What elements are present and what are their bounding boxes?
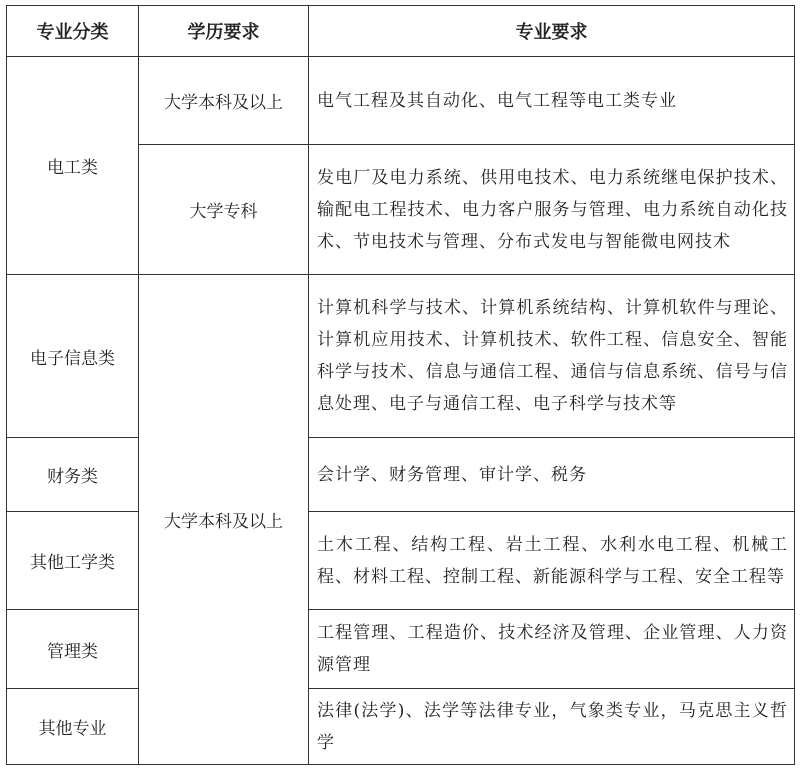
table-row [7,610,795,689]
category-cell: 其他专业 [7,689,139,765]
requirement-cell: 计算机科学与技术、计算机系统结构、计算机软件与理论、计算机应用技术、计算机技术、软件工程、信息安全、智能科学与技术、信息与通信工程、通信与信息系统、信号与信息处理、电子与通信工程、电子科学与技术等 [309,275,795,438]
category-cell: 管理类 [7,610,139,689]
table-row [7,438,795,512]
header-row [7,6,795,57]
category-cell: 电子信息类 [7,275,139,438]
requirement-cell: 发电厂及电力系统、供用电技术、电力系统继电保护技术、输配电工程技术、电力客户服务与管理、电力系统自动化技术、节电技术与管理、分布式发电与智能微电网技术 [309,145,795,275]
category-cell: 电工类 [7,57,139,275]
education-cell: 大学专科 [139,145,309,275]
requirement-cell: 电气工程及其自动化、电气工程等电工类专业 [309,57,795,145]
header-category: 专业分类 [7,6,139,57]
table-row [7,689,795,765]
category-cell: 其他工学类 [7,512,139,610]
requirement-cell: 会计学、财务管理、审计学、税务 [309,438,795,512]
table-row [7,57,795,145]
category-cell: 财务类 [7,438,139,512]
table-row [7,275,795,438]
table-row [7,512,795,610]
major-requirements-table [6,5,795,765]
requirement-cell: 法律(法学)、法学等法律专业，气象类专业，马克思主义哲学 [309,689,795,765]
requirement-cell: 土木工程、结构工程、岩土工程、水利水电工程、机械工程、材料工程、控制工程、新能源科学与工程、安全工程等 [309,512,795,610]
requirement-cell: 工程管理、工程造价、技术经济及管理、企业管理、人力资源管理 [309,610,795,689]
header-requirement: 专业要求 [309,6,795,57]
education-cell: 大学本科及以上 [139,57,309,145]
header-education: 学历要求 [139,6,309,57]
education-cell: 大学本科及以上 [139,275,309,765]
